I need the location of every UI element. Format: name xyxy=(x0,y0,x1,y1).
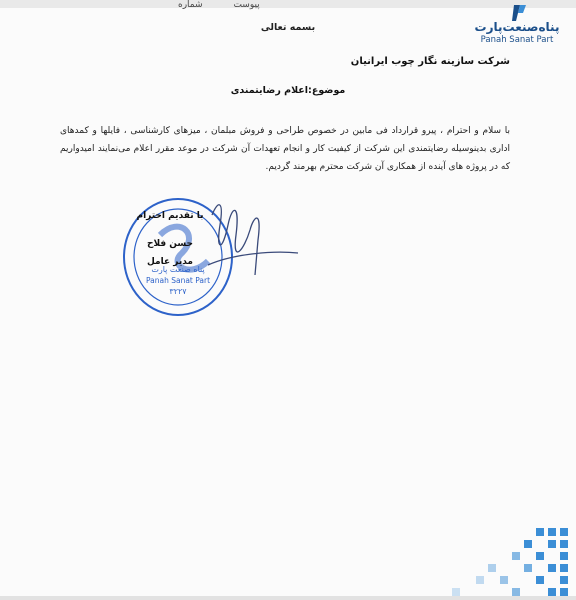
attachment-label: پیوست xyxy=(233,0,260,10)
header-fields xyxy=(150,0,260,10)
decorative-pixel-pattern xyxy=(440,520,576,600)
signer-name: حسن فلاح xyxy=(146,239,194,249)
bottom-border xyxy=(0,596,576,600)
signer-title: مدیر عامل xyxy=(146,257,193,267)
stamp-number: ۳۲۲۷ xyxy=(169,287,187,296)
letter-body: با سلام و احترام ، پیرو قرارداد فی مابین در خصوص طراحی و فروش مبلمان ، میزهای کارشناسی ، فایلها و کمدهای اداری بدینوسیله رضایتمندی این شرکت از کیفیت کار و انجام تعهدات آن شرکت در موعد مقرر اعلام می‌نمایند امیدواریم که در پروژه های آینده از همکاری آن شرکت محترم بهرمند گردیم. xyxy=(60,126,510,172)
closing-line: با تقدیم احترام xyxy=(136,211,204,221)
number-label: شماره xyxy=(178,0,203,10)
recipient: شرکت سازینه نگار چوب ایرانیان xyxy=(350,56,510,67)
signature-block xyxy=(120,195,300,335)
basmala: بسمه تعالی xyxy=(260,22,316,33)
stamp-text-fa: پناه صنعت پارت xyxy=(151,265,205,274)
stamp-text-en: Panah Sanat Part xyxy=(145,276,211,285)
logo-text-fa: پناه‌صنعت‌پارت xyxy=(474,20,560,34)
logo-text-en: Panah Sanat Part xyxy=(480,35,554,45)
subject-line: موضوع:اعلام رضایتمندی xyxy=(230,85,346,96)
